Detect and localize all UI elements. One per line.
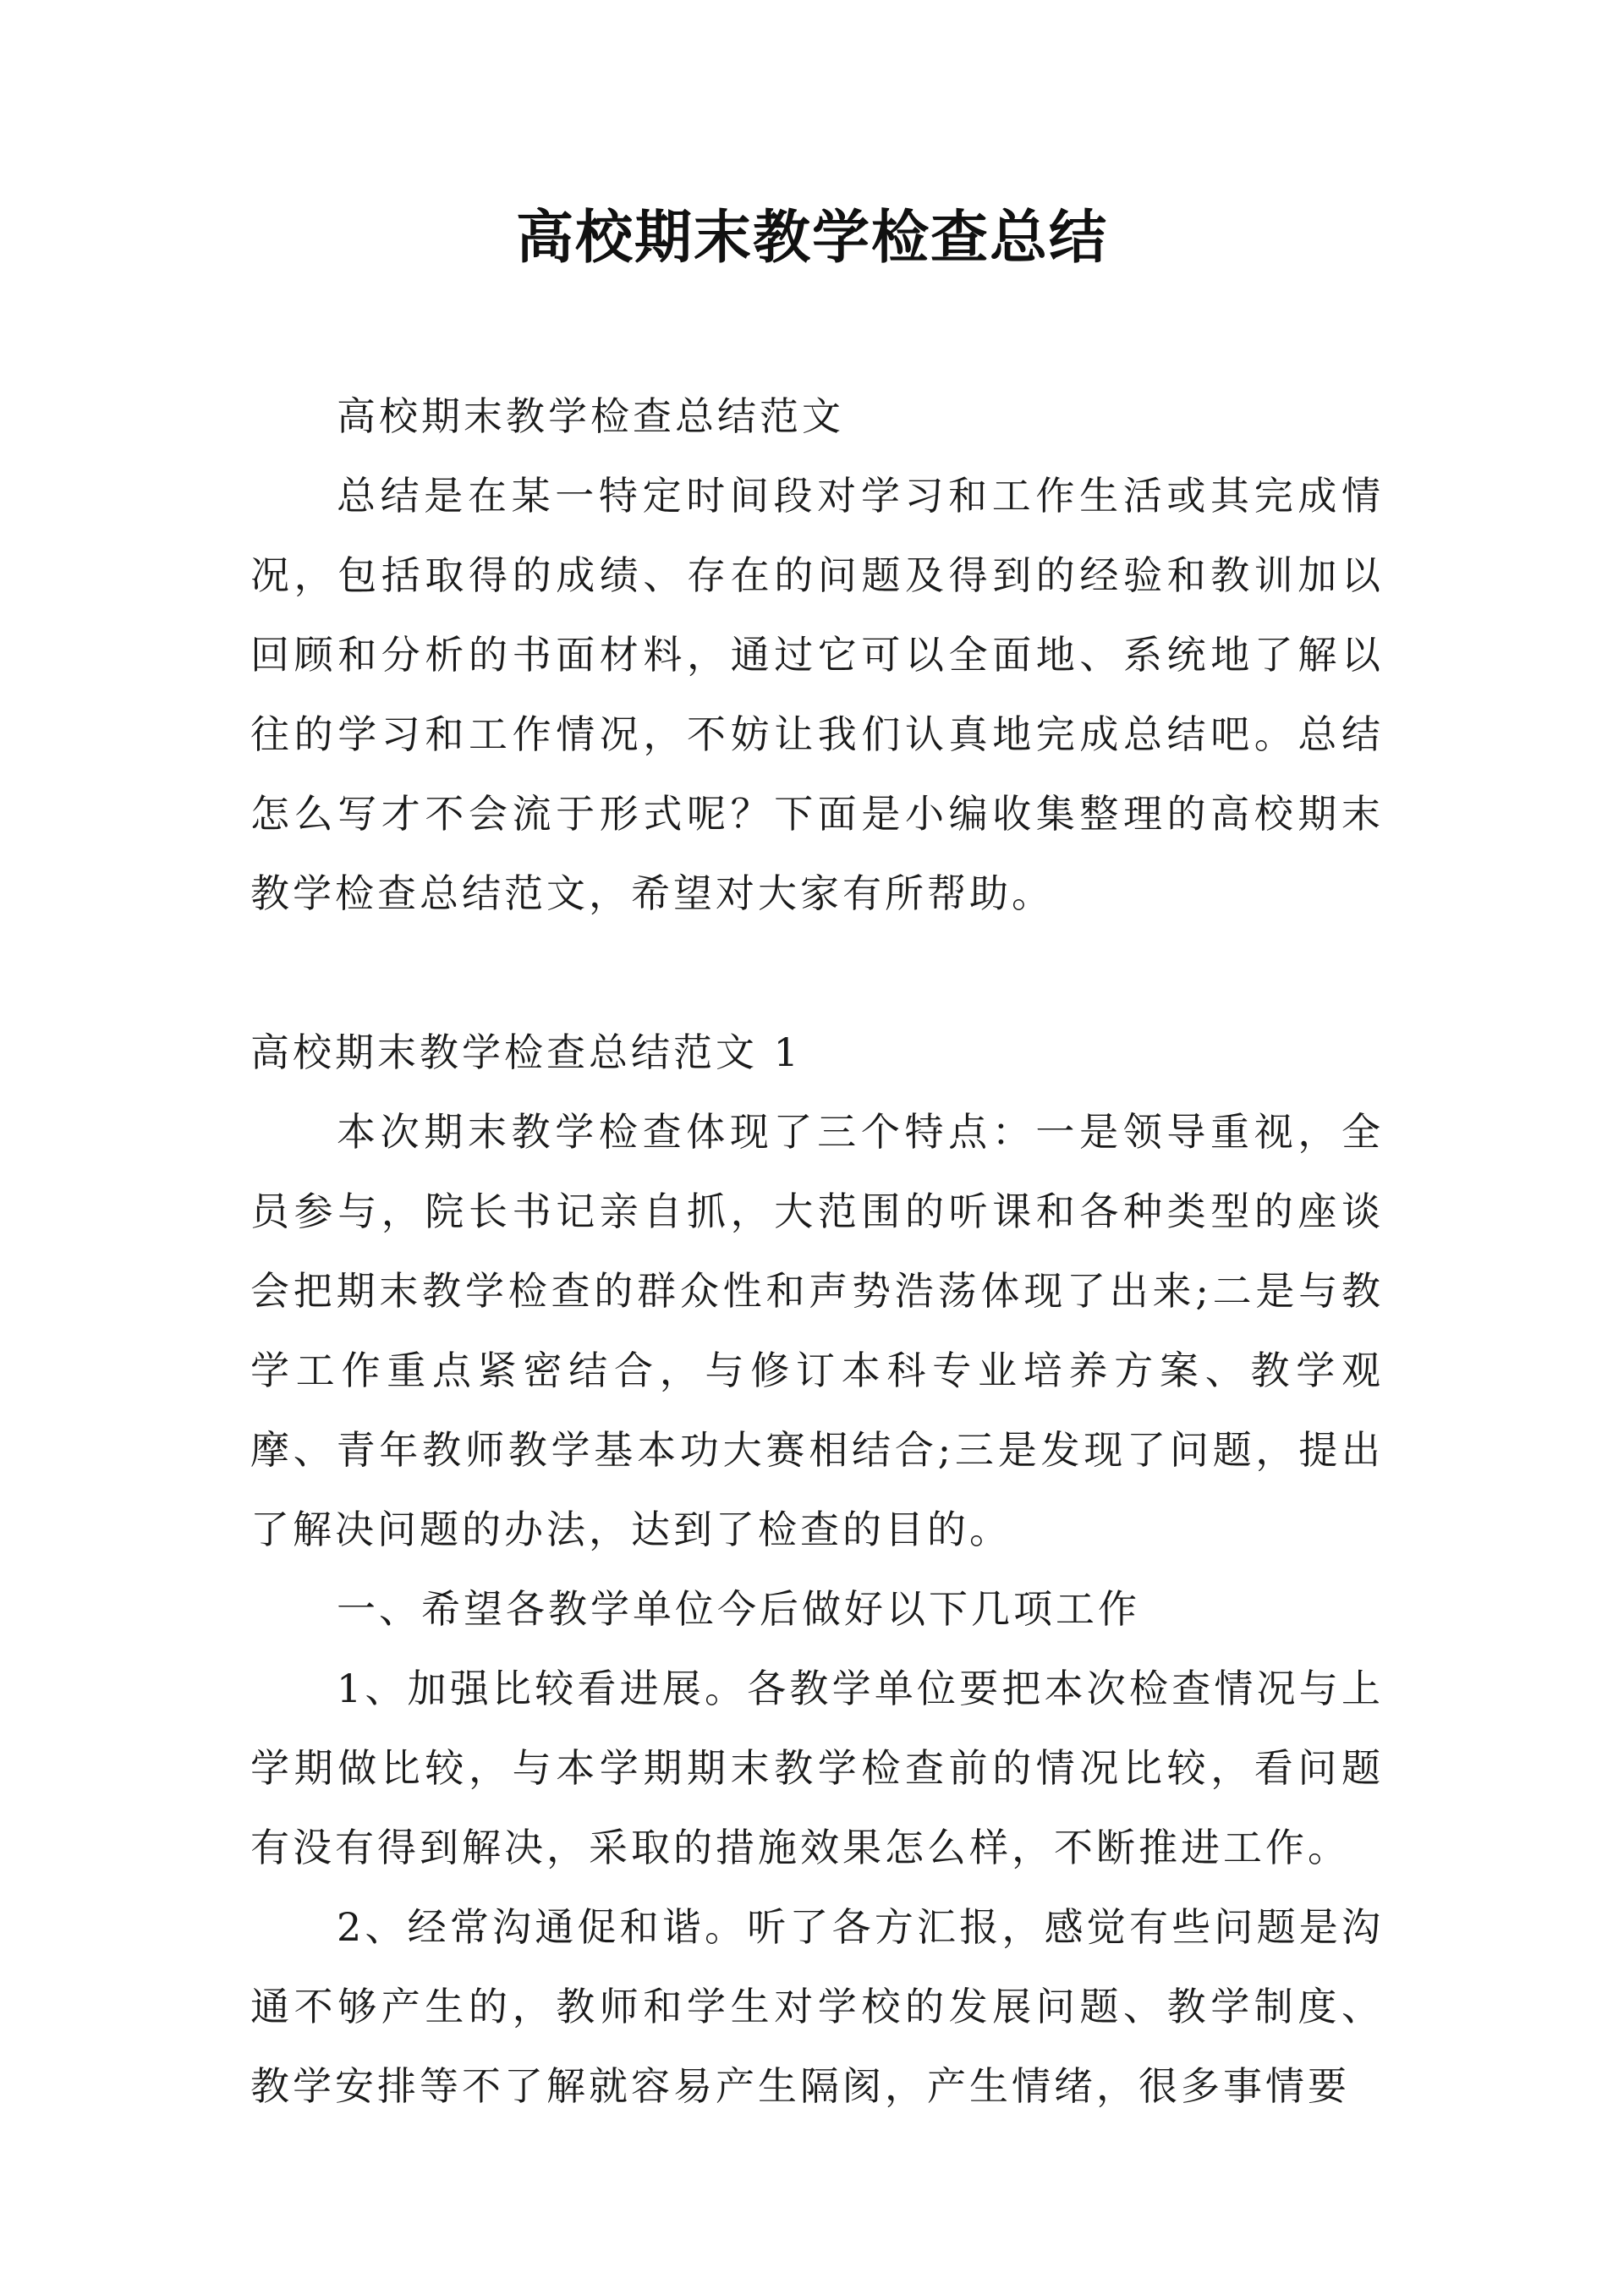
paragraph-heading-work-items: 一、希望各教学单位今后做好以下几项工作 [337, 1586, 1140, 1632]
paragraph-subtitle: 高校期末教学检查总结范文 [337, 393, 844, 439]
paragraph-item-2: 2、经常沟通促和谐。听了各方汇报，感觉有些问题是沟通不够产生的，教师和学生对学校的发展问题、教学制度、教学安排等不了解就容易产生隔阂，产生情绪，很多事情要 [250, 1904, 1384, 2109]
paragraph-features: 本次期末教学检查体现了三个特点：一是领导重视，全员参与，院长书记亲自抓，大范围的听课和各种类型的座谈会把期末教学检查的群众性和声势浩荡体现了出来;二是与教学工作重点紧密结合，与修订本科专业培养方案、教学观摩、青年教师教学基本功大赛相结合;三是发现了问题，提出了解决问题的办法，达到了检查的目的。 [250, 1109, 1384, 1552]
paragraph-intro: 总结是在某一特定时间段对学习和工作生活或其完成情况，包括取得的成绩、存在的问题及得到的经验和教训加以回顾和分析的书面材料，通过它可以全面地、系统地了解以往的学习和工作情况，不妨让我们认真地完成总结吧。总结怎么写才不会流于形式呢？下面是小编收集整理的高校期末教学检查总结范文，希望对大家有所帮助。 [250, 473, 1384, 916]
paragraph-spacer [250, 933, 1384, 1013]
document-body [250, 376, 1384, 2126]
section-heading-1: 高校期末教学检查总结范文 1 [250, 1029, 802, 1075]
document-title: 高校期末教学检查总结 [515, 205, 1108, 272]
paragraph-item-1: 1、加强比较看进展。各教学单位要把本次检查情况与上学期做比较，与本学期期末教学检查前的情况比较，看问题有没有得到解决，采取的措施效果怎么样，不断推进工作。 [250, 1666, 1384, 1870]
